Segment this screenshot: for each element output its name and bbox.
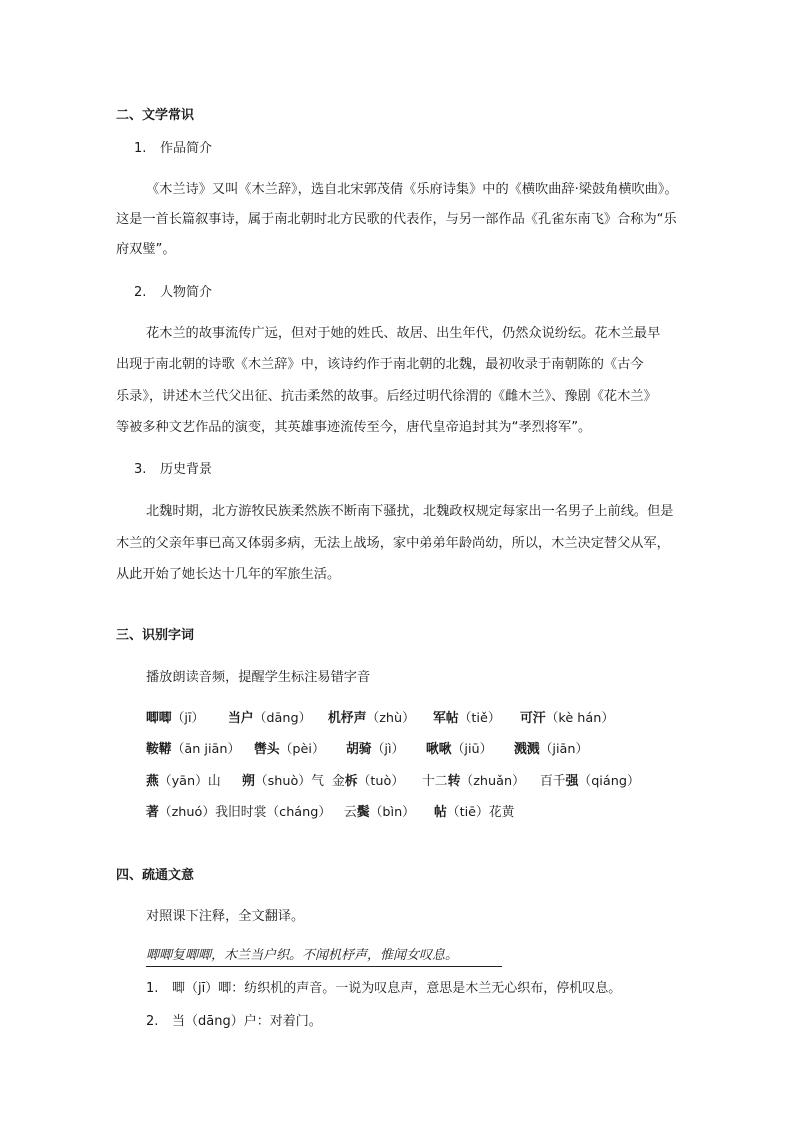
annotation-number: 2. [146, 1014, 159, 1029]
annotation-item [146, 977, 621, 996]
paragraph-line: 木兰的父亲年事已高又体弱多病，无法上战场，家中弟弟年龄尚幼，所以，木兰决定替父从军， [116, 536, 670, 551]
vocab-item: 云鬓（bìn） [344, 805, 415, 820]
vocab-item: 军帖（tiě） [433, 711, 501, 726]
paragraph-line: 《木兰诗》又叫《木兰辞》，选自北宋郭茂倩《乐府诗集》中的《横吹曲辞·梁鼓角横吹曲》。 [146, 182, 678, 197]
paragraph-line: 乐录》，讲述木兰代父出征、抗击柔然的故事。后经过明代徐渭的《雌木兰》、豫剧《花木兰》 [116, 389, 657, 404]
vocab-item: 唧唧（jī） [146, 711, 205, 726]
subheading-historical-background [134, 458, 212, 477]
section-heading-recognize-words: 三、识别字词 [116, 628, 195, 643]
subheading-title: 人物简介 [160, 285, 213, 300]
vocab-item: 辔头（pèi） [254, 742, 325, 757]
vocab-item: 帖（tiē）花黄 [434, 805, 515, 820]
vocab-item: 十二转（zhuǎn） [422, 774, 525, 789]
subheading-character-intro [134, 281, 212, 300]
annotation-text: 当（dāng）户：对着门。 [172, 1014, 322, 1029]
vocab-item: 鞍鞯（ān jiān） [146, 742, 241, 757]
paragraph-line: 这是一首长篇叙事诗，属于南北朝时北方民歌的代表作，与另一部作品《孔雀东南飞》合称为“乐 [116, 212, 677, 227]
handwritten-poem-line: 唧唧复唧唧，木兰当户织。不闻机杼声，惟闻女叹息。 [146, 944, 502, 967]
vocab-item: 当户（dāng） [228, 711, 312, 726]
subheading-title: 作品简介 [160, 141, 213, 156]
vocab-item: 百千强（qiáng） [540, 774, 640, 789]
vocab-item: 金柝（tuò） [332, 774, 405, 789]
paragraph-line: 北魏时期，北方游牧民族柔然族不断南下骚扰，北魏政权规定每家出一名男子上前线。但是 [146, 504, 674, 519]
subheading-number: 2. [134, 285, 147, 300]
paragraph-line: 等被多种文艺作品的演变，其英雄事迹流传至今，唐代皇帝追封其为“孝烈将军”。 [116, 420, 592, 435]
annotation-text: 唧（jī）唧：纺织机的声音。一说为叹息声，意思是木兰无心织布，停机叹息。 [172, 981, 622, 996]
annotation-number: 1. [146, 981, 159, 996]
instruction-text: 播放朗读音频，提醒学生标注易错字音 [146, 670, 371, 685]
vocab-item: 啾啾（jiū） [426, 742, 493, 757]
section-heading-literary-knowledge: 二、文学常识 [116, 108, 195, 123]
subheading-work-intro [134, 137, 212, 156]
section-heading-understand-text: 四、疏通文意 [116, 868, 195, 883]
vocab-item: 溅溅（jiān） [514, 742, 589, 757]
subheading-number: 1. [134, 141, 147, 156]
vocab-item: 胡骑（jì） [346, 742, 405, 757]
vocab-item: 著（zhuó）我旧时裳（cháng） [146, 805, 332, 820]
instruction-text: 对照课下注释，全文翻译。 [146, 909, 305, 924]
vocab-item: 燕（yān）山 [146, 774, 221, 789]
vocab-item: 机杼声（zhù） [328, 711, 415, 726]
subheading-number: 3. [134, 462, 147, 477]
vocab-item: 可汗（kè hán） [520, 711, 615, 726]
vocab-item: 朔（shuò）气 [242, 774, 324, 789]
paragraph-line: 出现于南北朝的诗歌《木兰辞》中，该诗约作于南北朝的北魏，最初收录于南朝陈的《古今 [116, 357, 644, 372]
paragraph-line: 府双璧”。 [116, 242, 176, 257]
paragraph-line: 从此开始了她长达十几年的军旅生活。 [116, 567, 341, 582]
annotation-item [146, 1010, 322, 1029]
subheading-title: 历史背景 [160, 462, 213, 477]
paragraph-line: 花木兰的故事流传广远，但对于她的姓氏、故居、出生年代，仍然众说纷纭。花木兰最早 [146, 326, 661, 341]
